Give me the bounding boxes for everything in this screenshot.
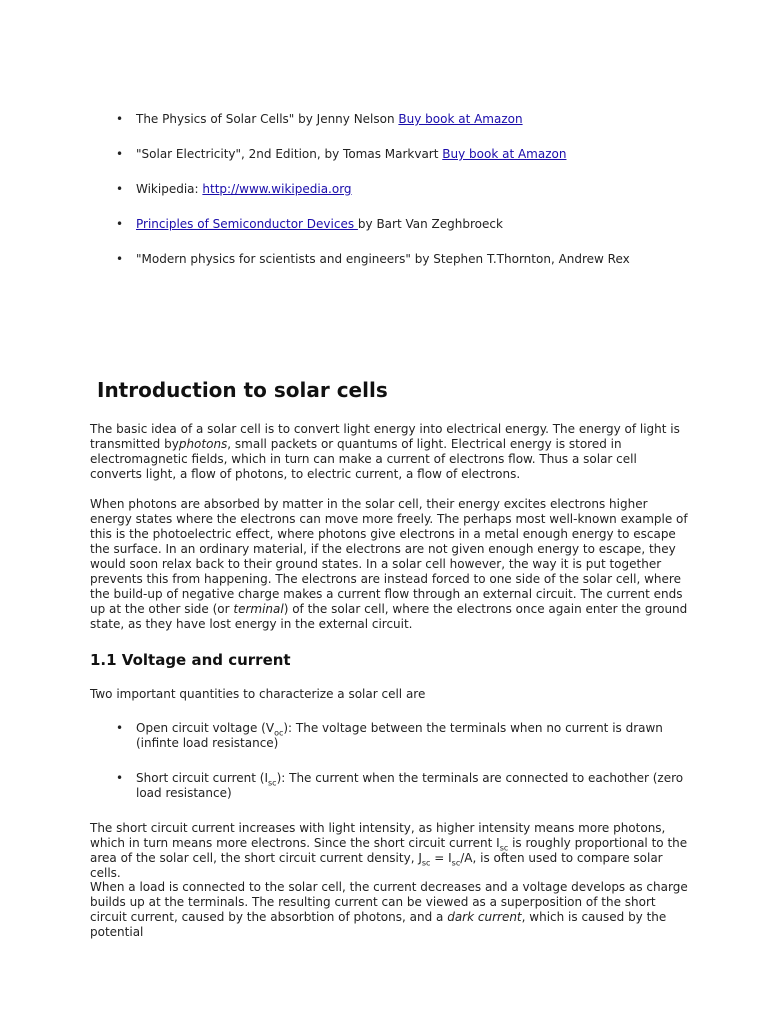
reference-text: by Bart Van Zeghbroeck xyxy=(357,217,503,231)
amazon-link[interactable]: Buy book at Amazon xyxy=(398,112,523,126)
amazon-link[interactable]: Buy book at Amazon xyxy=(442,147,567,161)
semiconductor-devices-link[interactable]: Principles of Semiconductor Devices xyxy=(136,217,358,231)
list-item xyxy=(116,182,736,217)
short-circuit-paragraph: The short circuit current increases with light intensity, as higher intensity means more photons, which in turn means more electrons. Since the short circuit current $I_{sc}$ is roughly proportional to the area of the solar cell, the short circuit current density, $J_{sc} = I_{sc}/A$, is often used to compare solar cells. xyxy=(90,821,688,880)
load-paragraph: When a load is connected to the solar cell, the current decreases and a voltage develops as charge builds up at the terminals. The resulting current can be viewed as a superposition of the short circuit current, caused by the absorbtion of photons, and a dark current, which is caused by the potential xyxy=(90,880,688,939)
list-item xyxy=(116,252,736,287)
photon-paragraph: When photons are absorbed by matter in the solar cell, their energy excites electrons higher energy states where the electrons can move more freely. The perhaps most well-known example of this is the photoelectric effect, where photons give electrons in a metal enough energy to escape the surface. In an ordinary material, if the electrons are not given enough energy to escape, they would soon relax back to their ground states. In a solar cell however, the way it is put together prevents this from happening. The electrons are instead forced to one side of the solar cell, where the build-up of negative charge makes a current flow through an external circuit. The current ends up at the other side (or terminal) of the solar cell, where the electrons once again enter the ground state, as they have lost energy in the external circuit. xyxy=(90,497,688,631)
list-item xyxy=(116,147,736,182)
list-item: • Short circuit current $(I_{sc})$: The current when the terminals are connected to eachother (zero load resistance) xyxy=(116,771,684,800)
reference-text: "Modern physics for scientists and engineers" by Stephen T.Thornton, Andrew Rex xyxy=(136,252,630,266)
wikipedia-link[interactable]: http://www.wikipedia.org xyxy=(202,182,352,196)
list-item xyxy=(116,217,736,252)
emphasis-terminal: terminal xyxy=(233,602,284,616)
reference-list xyxy=(116,112,736,287)
intro-paragraph: The basic idea of a solar cell is to convert light energy into electrical energy. The energy of light is transmitted byphotons, small packets or quantums of light. Electrical energy is stored in electromagnetic fields, which in turn can make a current of electrons flow. Thus a solar cell converts light, a flow of photons, to electric current, a flow of electrons. xyxy=(90,422,680,481)
emphasis-dark-current: dark current xyxy=(447,910,522,924)
subsection-heading: 1.1 Voltage and current xyxy=(90,651,291,669)
reference-text: Wikipedia: xyxy=(136,182,203,196)
bullet: • xyxy=(116,721,124,735)
quantities-intro: Two important quantities to characterize a solar cell are xyxy=(90,687,426,701)
list-item: • Open circuit voltage $(V_{oc})$: The voltage between the terminals when no current is drawn (infinte load resistance) xyxy=(116,721,663,750)
bullet: • xyxy=(116,112,124,126)
bullet: • xyxy=(116,182,124,196)
section-heading: Introduction to solar cells xyxy=(97,378,388,402)
bullet: • xyxy=(116,217,124,231)
list-item xyxy=(116,112,736,147)
reference-text: The Physics of Solar Cells" by Jenny Nelson xyxy=(136,112,399,126)
reference-text: "Solar Electricity", 2nd Edition, by Tomas Markvart xyxy=(136,147,443,161)
emphasis-photons: photons xyxy=(178,437,228,451)
bullet: • xyxy=(116,771,124,785)
bullet: • xyxy=(116,147,124,161)
quantity-list xyxy=(116,721,696,821)
bullet: • xyxy=(116,252,124,266)
